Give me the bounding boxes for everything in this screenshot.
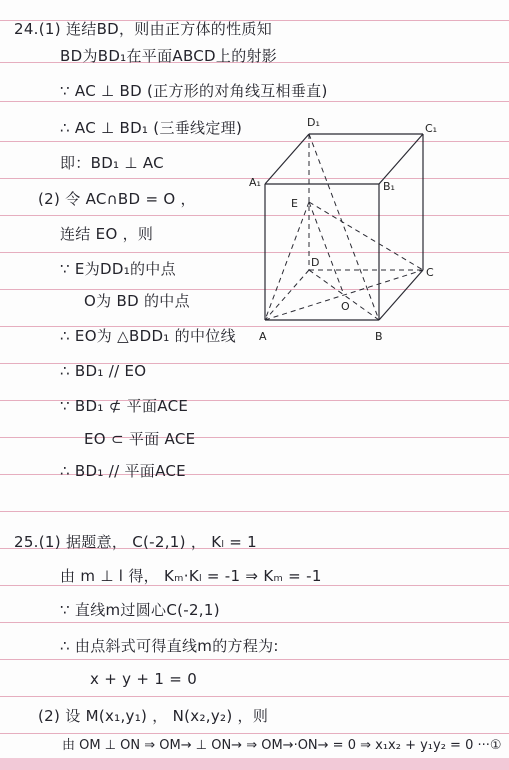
segment-ea [265,202,309,320]
label-d: D [311,256,320,269]
page-bottom-strip [0,758,509,770]
solution-line: ∴ AC ⊥ BD₁ (三垂线定理) [60,119,243,137]
ruled-line [0,733,509,734]
solution-line: 连结 EO ，则 [60,225,154,243]
ruled-line [0,585,509,586]
ruled-line [0,659,509,660]
label-o: O [341,300,350,313]
hidden-edge [265,270,309,320]
solution-line: BD为BD₁在平面ABCD上的射影 [60,47,278,65]
cube-diagram [245,110,445,350]
label-a: A [259,330,267,343]
label-d1: D₁ [307,116,320,129]
solution-line: (2) 令 AC∩BD = O ， [38,190,196,208]
segment-eo [309,202,344,295]
diagonal-bd1 [309,134,379,320]
ruled-line [0,101,509,102]
label-c: C [426,266,434,279]
solution-line: ∵ AC ⊥ BD (正方形的对角线互相垂直) [60,82,328,100]
solution-line: ∴ BD₁ // 平面ACE [60,462,186,480]
solution-line: ∵ BD₁ ⊄ 平面ACE [60,397,189,415]
solution-line: 由 OM ⊥ ON ⇒ OM→ ⊥ ON→ ⇒ OM→·ON→ = 0 ⇒ x₁x₂ + y₁y₂ = 0 ···① [62,738,502,753]
solution-line: 由 m ⊥ l 得， Kₘ·Kₗ = -1 ⇒ Kₘ = -1 [60,567,322,585]
cube-edge [379,270,423,320]
cube-edge [379,134,423,184]
label-b: B [375,330,383,343]
solution-line: 即：BD₁ ⊥ AC [60,154,164,172]
solution-line: ∵ 直线m过圆心C(-2,1) [60,601,220,619]
label-a1: A₁ [249,176,261,189]
solution-line: 24.(1) 连结BD，则由正方体的性质知 [14,20,273,38]
label-e: E [291,197,298,210]
ruled-line [0,511,509,512]
ruled-line [0,696,509,697]
solution-line: 25.(1) 据题意， C(-2,1) ， Kₗ = 1 [14,533,257,551]
solution-line: ∴ 由点斜式可得直线m的方程为: [60,637,279,655]
solution-line: x + y + 1 = 0 [90,670,198,688]
ruled-line [0,437,509,438]
label-b1: B₁ [383,180,395,193]
segment-ec [309,202,423,270]
cube-edge [265,134,309,184]
solution-line: ∴ BD₁ // EO [60,362,147,380]
solution-line: O为 BD 的中点 [84,292,190,310]
solution-line: ∵ E为DD₁的中点 [60,260,176,278]
solution-line: (2) 设 M(x₁,y₁) ， N(x₂,y₂) ，则 [38,707,269,725]
label-c1: C₁ [425,122,438,135]
solution-line: EO ⊂ 平面 ACE [84,430,196,448]
solution-line: ∴ EO为 △BDD₁ 的中位线 [60,327,236,345]
ruled-line [0,622,509,623]
